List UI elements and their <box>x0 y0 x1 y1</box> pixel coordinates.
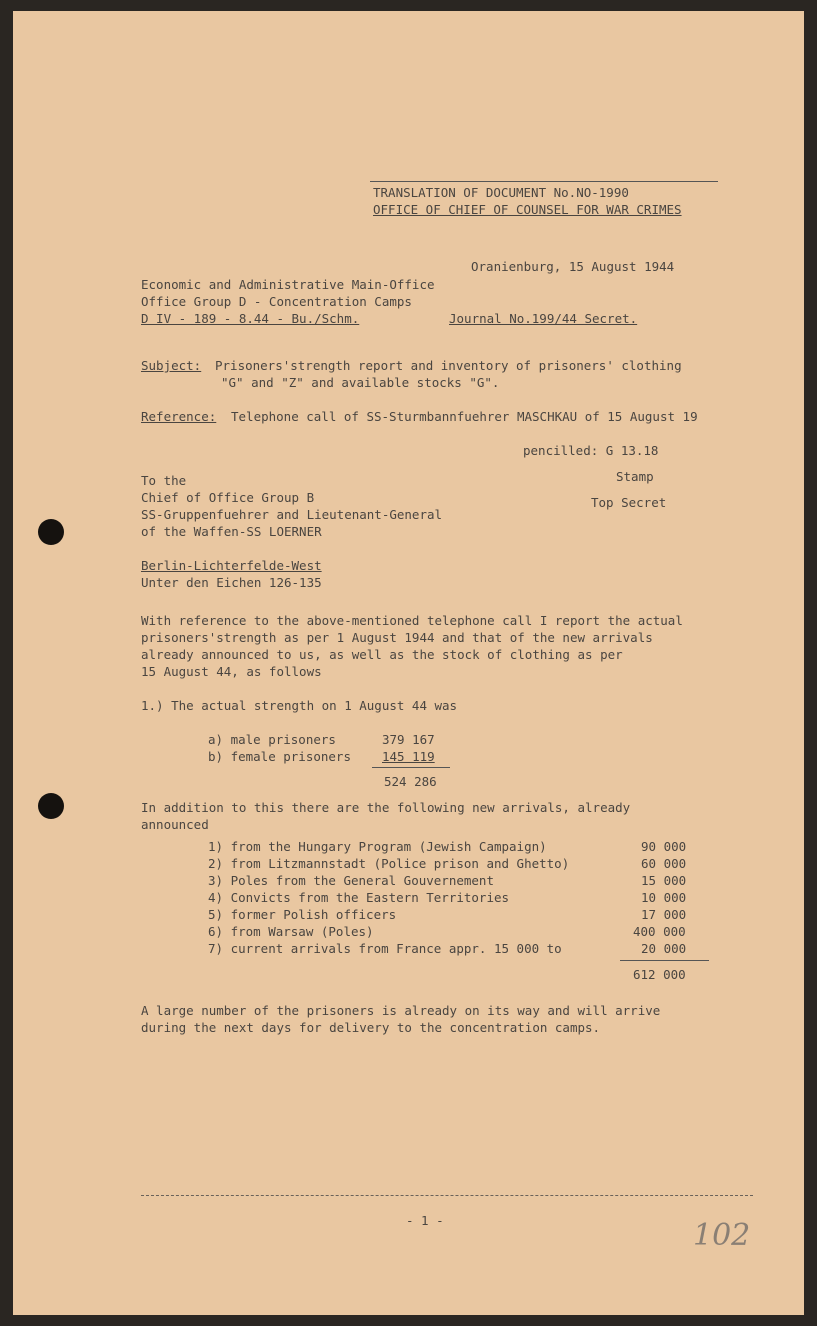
subject-line1: Prisoners'strength report and inventory of prisoners' clothing <box>215 358 682 373</box>
arrival-value: 17 000 <box>641 907 687 922</box>
male-prisoners-label: a) male prisoners <box>208 732 336 747</box>
subject-label: Subject: <box>141 358 202 373</box>
recipient-address2: Unter den Eichen 126-135 <box>141 575 322 590</box>
arrival-value: 10 000 <box>641 890 687 905</box>
recipient-address1: Berlin-Lichterfelde-West <box>141 558 322 573</box>
arrival-value: 90 000 <box>641 839 687 854</box>
arrival-label: 1) from the Hungary Program (Jewish Campaign) <box>208 839 547 854</box>
arrivals-sum-rule <box>620 960 709 961</box>
office-title: OFFICE OF CHIEF OF COUNSEL FOR WAR CRIMES <box>373 202 682 217</box>
arrival-value: 400 000 <box>633 924 686 939</box>
intro-line1: With reference to the above-mentioned telephone call I report the actual <box>141 613 683 628</box>
sender-line2: Office Group D - Concentration Camps <box>141 294 412 309</box>
recipient-line2: Chief of Office Group B <box>141 490 315 505</box>
strength-total: 524 286 <box>384 774 437 789</box>
sender-ref: D IV - 189 - 8.44 - Bu./Schm. <box>141 311 360 326</box>
place-date: Oranienburg, 15 August 1944 <box>471 259 675 274</box>
recipient-line3: SS-Gruppenfuehrer and Lieutenant-General <box>141 507 443 522</box>
arrival-value: 60 000 <box>641 856 687 871</box>
journal-number: Journal No.199/44 Secret. <box>449 311 638 326</box>
page-number: - 1 - <box>406 1213 444 1228</box>
punch-hole-top <box>38 519 64 545</box>
female-prisoners-value: 145 119 <box>382 749 435 764</box>
arrival-label: 3) Poles from the General Gouvernement <box>208 873 494 888</box>
intro-line2: prisoners'strength as per 1 August 1944 and that of the new arrivals <box>141 630 653 645</box>
sender-line1: Economic and Administrative Main-Office <box>141 277 435 292</box>
reference-text: Telephone call of SS-Sturmbannfuehrer MASCHKAU of 15 August 19 <box>231 409 698 424</box>
closing-line2: during the next days for delivery to the concentration camps. <box>141 1020 601 1035</box>
arrival-label: 7) current arrivals from France appr. 15 000 to <box>208 941 562 956</box>
pencilled-note: pencilled: G 13.18 <box>523 443 659 458</box>
punch-hole-bottom <box>38 793 64 819</box>
arrival-label: 4) Convicts from the Eastern Territories <box>208 890 510 905</box>
intro-line4: 15 August 44, as follows <box>141 664 322 679</box>
addition-intro-line2: announced <box>141 817 209 832</box>
addition-intro-line1: In addition to this there are the following new arrivals, already <box>141 800 631 815</box>
arrival-label: 5) former Polish officers <box>208 907 397 922</box>
female-prisoners-label: b) female prisoners <box>208 749 351 764</box>
arrival-label: 6) from Warsaw (Poles) <box>208 924 374 939</box>
arrival-label: 2) from Litzmannstadt (Police prison and Ghetto) <box>208 856 570 871</box>
closing-line1: A large number of the prisoners is already on its way and will arrive <box>141 1003 661 1018</box>
header-top-rule <box>370 181 718 182</box>
document-page <box>13 11 804 1315</box>
male-prisoners-value: 379 167 <box>382 732 435 747</box>
arrival-value: 15 000 <box>641 873 687 888</box>
subject-line2: "G" and "Z" and available stocks "G". <box>221 375 500 390</box>
strength-sum-rule <box>372 767 450 768</box>
top-secret-label: Top Secret <box>591 495 667 510</box>
handwritten-page-number: 102 <box>693 1218 751 1253</box>
intro-line3: already announced to us, as well as the stock of clothing as per <box>141 647 623 662</box>
recipient-line4: of the Waffen-SS LOERNER <box>141 524 322 539</box>
translation-title: TRANSLATION OF DOCUMENT No.NO-1990 <box>373 185 629 200</box>
recipient-line1: To the <box>141 473 187 488</box>
arrival-value: 20 000 <box>641 941 687 956</box>
footer-rule <box>141 1195 753 1196</box>
stamp-label: Stamp <box>616 469 654 484</box>
section1-heading: 1.) The actual strength on 1 August 44 was <box>141 698 458 713</box>
reference-label: Reference: <box>141 409 217 424</box>
arrivals-total: 612 000 <box>633 967 686 982</box>
